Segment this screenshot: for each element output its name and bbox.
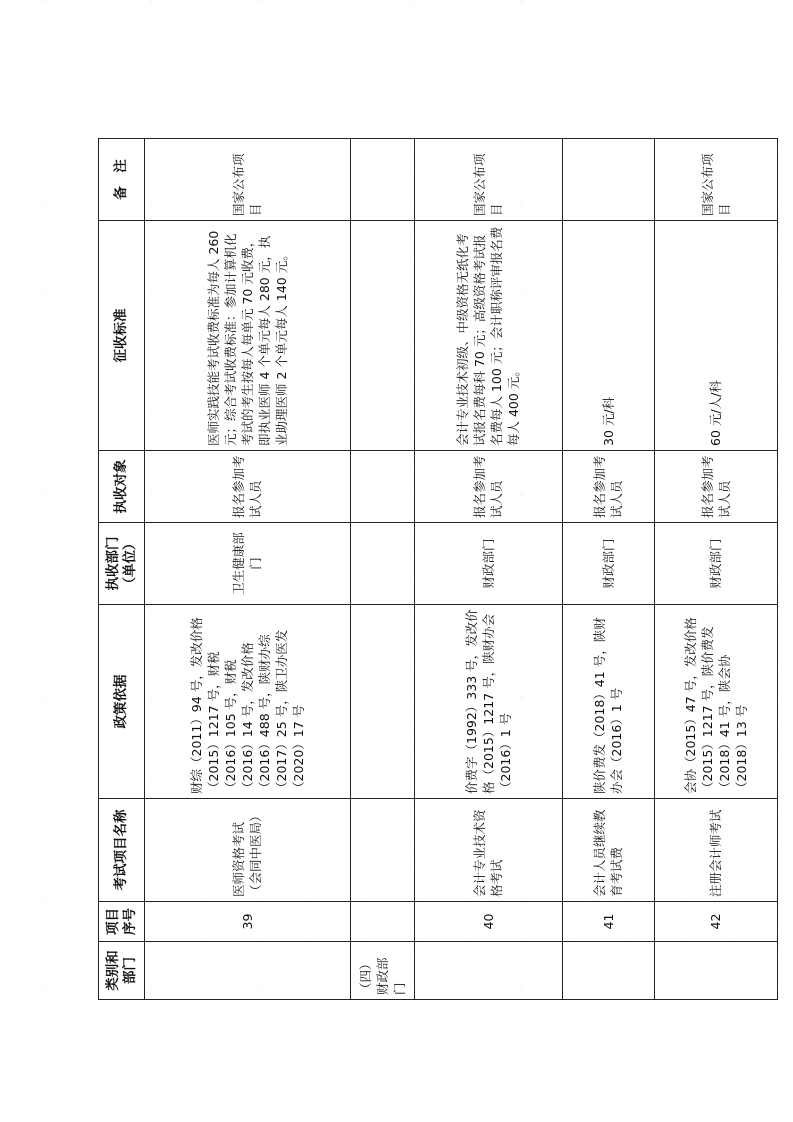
dept-cell: 卫生健康部门 bbox=[145, 523, 351, 605]
category-cell bbox=[654, 942, 777, 1000]
standard-cell bbox=[350, 221, 414, 451]
exam-name-cell: 注册会计师考试 bbox=[654, 799, 777, 902]
standard-cell: 医师实践技能考试收费标准为每人 260 元；综合考试收费标准：参加计算机化考试的考生按每人每单元 70 元收费，即执业医师 4 个单元每人 280 元，执业助理医师 2 个单元每人 140 元。 bbox=[145, 221, 351, 451]
header-seq: 项目序号 bbox=[99, 902, 145, 942]
target-cell: 报名参加考试人员 bbox=[563, 451, 654, 523]
policy-cell: 价费字（1992）333 号，发改价格（2015）1217 号，陕财办会（2016）1 号 bbox=[414, 605, 563, 799]
remark-cell bbox=[350, 139, 414, 221]
remark-cell: 国家公布项目 bbox=[654, 139, 777, 221]
category-cell bbox=[563, 942, 654, 1000]
exam-name-cell: 会计专业技术资格考试 bbox=[414, 799, 563, 902]
target-cell: 报名参加考试人员 bbox=[414, 451, 563, 523]
header-dept: 执收部门（单位） bbox=[99, 523, 145, 605]
seq-cell bbox=[350, 902, 414, 942]
standard-cell: 60 元/人/科 bbox=[654, 221, 777, 451]
category-cell: （四）财政部门 bbox=[350, 942, 414, 1000]
standard-cell: 30 元/科 bbox=[563, 221, 654, 451]
table-row bbox=[654, 139, 777, 1000]
table-row bbox=[414, 139, 563, 1000]
policy-cell: 财综（2011）94 号，发改价格（2015）1217 号，财税（2016）105 号，财税（2016）14 号，发改价格（2016）488 号，陕财办综（2017）25 号，陕卫办医发（2020）17 号 bbox=[145, 605, 351, 799]
dept-cell: 财政部门 bbox=[414, 523, 563, 605]
target-cell bbox=[350, 451, 414, 523]
table-row bbox=[563, 139, 654, 1000]
header-remark: 备 注 bbox=[99, 139, 145, 221]
header-target: 执收对象 bbox=[99, 451, 145, 523]
category-cell bbox=[414, 942, 563, 1000]
dept-cell bbox=[350, 523, 414, 605]
table-row bbox=[145, 139, 351, 1000]
category-cell bbox=[145, 942, 351, 1000]
dept-cell: 财政部门 bbox=[563, 523, 654, 605]
exam-name-cell bbox=[350, 799, 414, 902]
seq-cell: 42 bbox=[654, 902, 777, 942]
policy-cell bbox=[350, 605, 414, 799]
remark-cell bbox=[563, 139, 654, 221]
remark-cell: 国家公布项目 bbox=[414, 139, 563, 221]
header-policy: 政策依据 bbox=[99, 605, 145, 799]
policy-cell: 会协（2015）47 号，发改价格（2015）1217 号，陕价费发（2018）41 号，陕会协（2018）13 号 bbox=[654, 605, 777, 799]
fee-table bbox=[98, 138, 778, 1000]
header-standard: 征收标准 bbox=[99, 221, 145, 451]
target-cell: 报名参加考试人员 bbox=[145, 451, 351, 523]
exam-name-cell: 会计人员继续教育考试费 bbox=[563, 799, 654, 902]
target-cell: 报名参加考试人员 bbox=[654, 451, 777, 523]
header-category: 类别和部门 bbox=[99, 942, 145, 1000]
seq-cell: 41 bbox=[563, 902, 654, 942]
seq-cell: 40 bbox=[414, 902, 563, 942]
seq-cell: 39 bbox=[145, 902, 351, 942]
exam-name-cell: 医师资格考试（会同中医局） bbox=[145, 799, 351, 902]
remark-cell: 国家公布项目 bbox=[145, 139, 351, 221]
standard-cell: 会计专业技术初级、中级资格无纸化考试报名费每科 70 元；高级资格考试报名费每人 100 元；会计职称评审报名费每人 400 元。 bbox=[414, 221, 563, 451]
table-row bbox=[350, 139, 414, 1000]
header-row bbox=[99, 139, 145, 1000]
header-name: 考试项目名称 bbox=[99, 799, 145, 902]
dept-cell: 财政部门 bbox=[654, 523, 777, 605]
policy-cell: 陕价费发（2018）41 号，陕财办会（2016）1 号 bbox=[563, 605, 654, 799]
rotated-page bbox=[98, 139, 778, 1000]
